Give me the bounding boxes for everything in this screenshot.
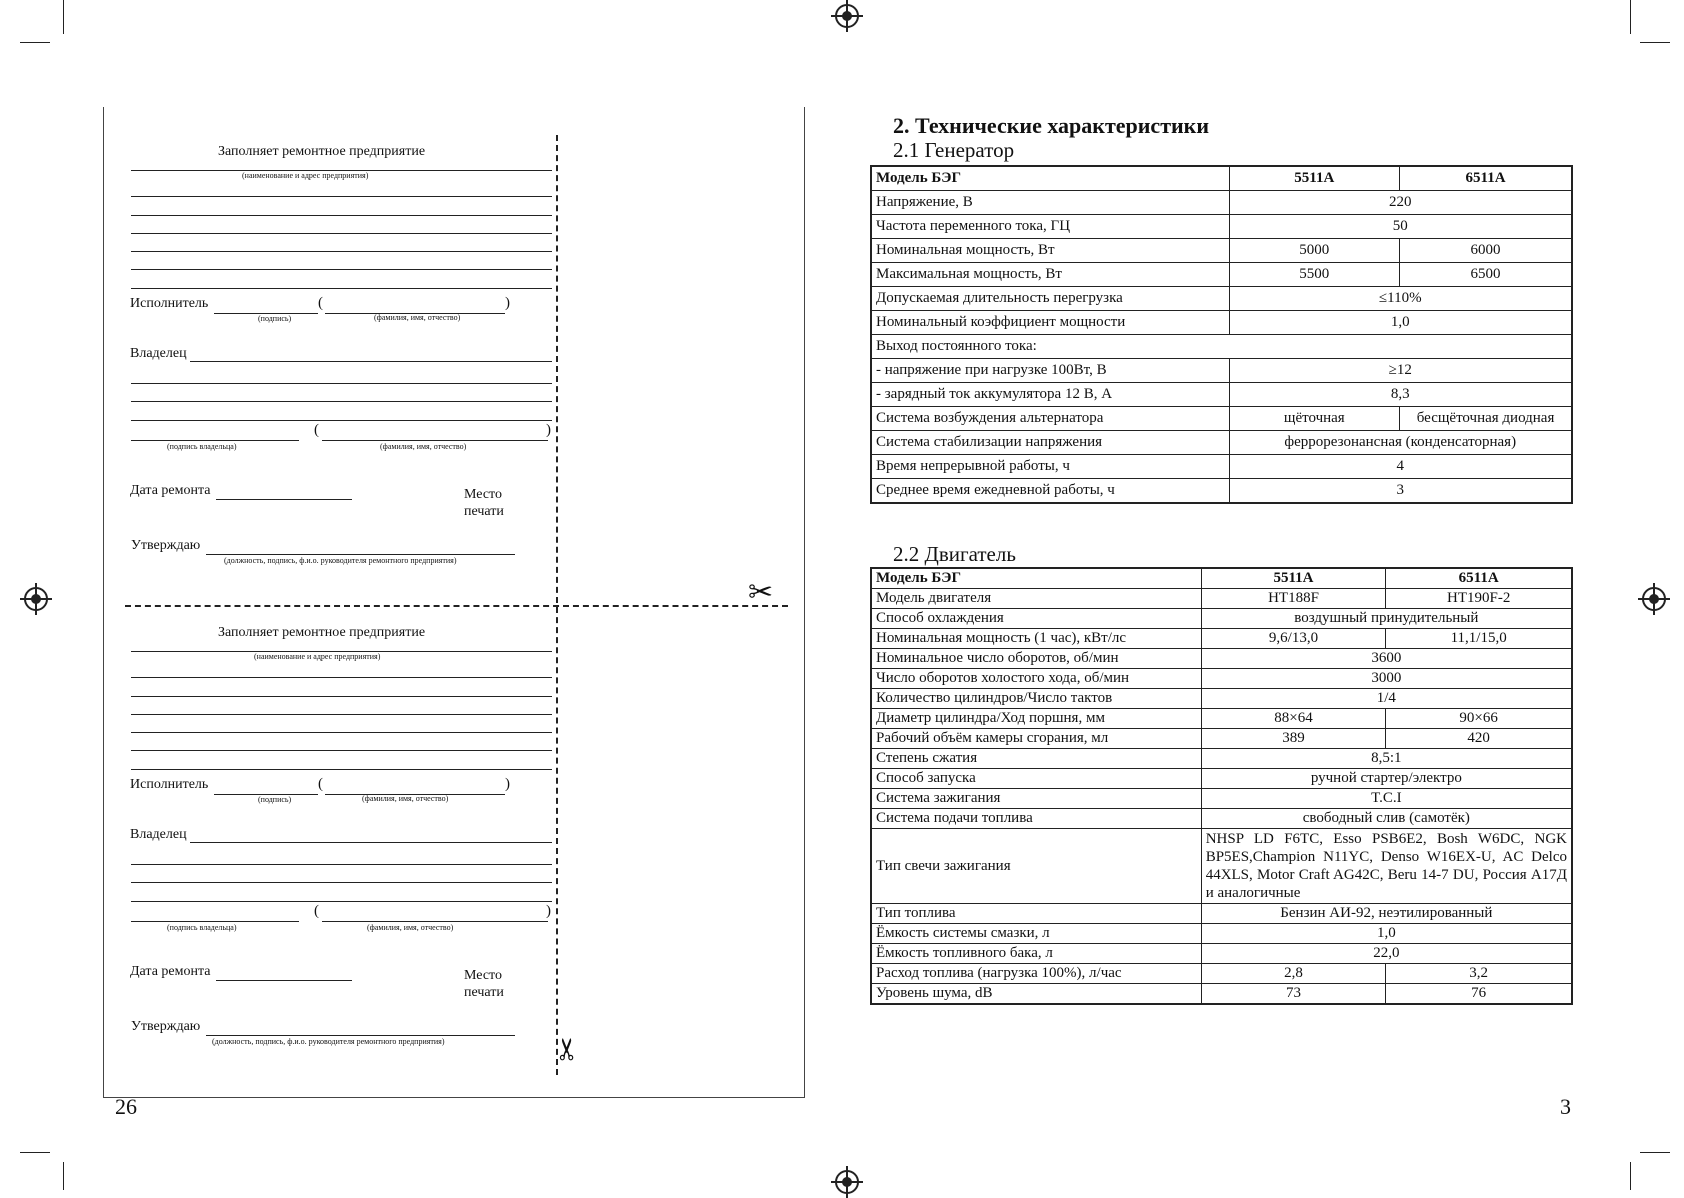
value-cell: свободный слив (самотёк): [1201, 809, 1571, 829]
registration-mark-icon: [24, 587, 48, 611]
table-row: [872, 431, 1572, 455]
table-row: [872, 984, 1572, 1004]
blank-line[interactable]: [131, 215, 552, 216]
stamp-label: печати: [464, 504, 504, 519]
parameter-cell: Максимальная мощность, Вт: [872, 263, 1230, 287]
approve-label: Утверждаю: [131, 1019, 201, 1034]
caption: (подпись владельца): [167, 923, 237, 932]
caption: (наименование и адрес предприятия): [254, 652, 381, 661]
table-header-row: [872, 569, 1572, 589]
parameter-cell: - напряжение при нагрузке 100Вт, В: [872, 359, 1230, 383]
caption: (фамилия, имя, отчество): [362, 794, 449, 803]
parameter-cell: Рабочий объём камеры сгорания, мл: [872, 729, 1202, 749]
scissors-icon: ✂: [748, 576, 774, 609]
paren-close: ): [546, 422, 551, 438]
value-cell: 8,3: [1229, 383, 1572, 407]
crop-mark: [1640, 42, 1670, 43]
engine-spec-table: [871, 568, 1572, 1004]
parameter-cell: Расход топлива (нагрузка 100%), л/час: [872, 964, 1202, 984]
crop-mark: [63, 0, 64, 34]
crop-mark: [1630, 1162, 1631, 1190]
blank-line[interactable]: [131, 420, 552, 421]
parameter-cell: Система возбуждения альтернатора: [872, 407, 1230, 431]
value-cell: бесщёточная диодная: [1400, 407, 1572, 431]
table-row: [872, 215, 1572, 239]
table-row: [872, 609, 1572, 629]
value-cell: 88×64: [1201, 709, 1386, 729]
table-row: [872, 809, 1572, 829]
value-cell: 76: [1386, 984, 1572, 1004]
value-cell: 11,1/15,0: [1386, 629, 1572, 649]
parameter-cell: Время непрерывной работы, ч: [872, 455, 1230, 479]
form-title: Заполняет ремонтное предприятие: [218, 625, 426, 640]
value-cell: ≤110%: [1229, 287, 1572, 311]
paren-open: (: [314, 903, 319, 919]
section-heading: 2. Технические характеристики: [893, 113, 1210, 138]
parameter-cell: Номинальное число оборотов, об/мин: [872, 649, 1202, 669]
table-row: [872, 239, 1572, 263]
table-row: [872, 924, 1572, 944]
value-cell: феррорезонансная (конденсаторная): [1229, 431, 1572, 455]
paren-close: ): [505, 776, 510, 792]
repair-date-line[interactable]: [216, 980, 352, 981]
caption: (фамилия, имя, отчество): [380, 442, 467, 451]
owner-sign-line[interactable]: [131, 921, 299, 922]
parameter-cell: - зарядный ток аккумулятора 12 В, А: [872, 383, 1230, 407]
header-cell: 5511А: [1201, 569, 1386, 589]
blank-line[interactable]: [131, 677, 552, 678]
page-number: 26: [115, 1094, 137, 1119]
value-cell: 3000: [1201, 669, 1571, 689]
parameter-cell: Диаметр цилиндра/Ход поршня, мм: [872, 709, 1202, 729]
parameter-cell: Номинальный коэффициент мощности: [872, 311, 1230, 335]
header-cell: 6511А: [1400, 167, 1572, 191]
value-cell: 73: [1201, 984, 1386, 1004]
parameter-cell: Частота переменного тока, ГЦ: [872, 215, 1230, 239]
table-row: [872, 649, 1572, 669]
parameter-cell: Способ запуска: [872, 769, 1202, 789]
header-cell: 6511А: [1386, 569, 1572, 589]
table-row: [872, 335, 1572, 359]
table-row: [872, 479, 1572, 503]
stamp-label: печати: [464, 985, 504, 1000]
value-cell: ручной стартер/электро: [1201, 769, 1571, 789]
value-cell: 5500: [1229, 263, 1400, 287]
owner-line[interactable]: [190, 361, 552, 362]
parameter-cell: Система подачи топлива: [872, 809, 1202, 829]
caption: (подпись владельца): [167, 442, 237, 451]
blank-line[interactable]: [131, 233, 552, 234]
table-row: [872, 311, 1572, 335]
owner-fio-line[interactable]: [322, 921, 548, 922]
value-cell: 6000: [1400, 239, 1572, 263]
subsection-heading: 2.2 Двигатель: [893, 542, 1016, 566]
blank-line[interactable]: [131, 383, 552, 384]
blank-line[interactable]: [131, 288, 552, 289]
parameter-cell: Уровень шума, dB: [872, 984, 1202, 1004]
owner-label: Владелец: [130, 827, 187, 842]
table-row: [872, 589, 1572, 609]
approve-line[interactable]: [206, 1035, 515, 1036]
owner-label: Владелец: [130, 346, 187, 361]
value-cell: 3600: [1201, 649, 1571, 669]
table-row: [872, 729, 1572, 749]
approve-label: Утверждаю: [131, 538, 201, 553]
subsection-heading: 2.1 Генератор: [893, 138, 1015, 162]
value-cell: 1/4: [1201, 689, 1571, 709]
blank-line[interactable]: [131, 196, 552, 197]
table-row: [872, 749, 1572, 769]
blank-line[interactable]: [131, 251, 552, 252]
table-row: [872, 689, 1572, 709]
blank-line[interactable]: [131, 269, 552, 270]
value-cell: 3,2: [1386, 964, 1572, 984]
caption: (наименование и адрес предприятия): [242, 171, 369, 180]
table-row: [872, 287, 1572, 311]
value-cell: 22,0: [1201, 944, 1571, 964]
value-cell: 1,0: [1229, 311, 1572, 335]
value-cell: 90×66: [1386, 709, 1572, 729]
left-page-frame: [103, 107, 805, 1098]
stamp-label: Место: [464, 487, 502, 502]
header-cell: 5511А: [1229, 167, 1400, 191]
blank-line[interactable]: [131, 750, 552, 751]
approve-line[interactable]: [206, 554, 515, 555]
blank-line[interactable]: [131, 901, 552, 902]
table-row: [872, 709, 1572, 729]
parameter-cell: Модель двигателя: [872, 589, 1202, 609]
repair-date-label: Дата ремонта: [130, 483, 211, 498]
paren-open: (: [314, 422, 319, 438]
owner-fio-line[interactable]: [322, 440, 548, 441]
parameter-cell: Допускаемая длительность перегрузка: [872, 287, 1230, 311]
table-row: [872, 964, 1572, 984]
registration-mark-icon: [835, 1170, 859, 1194]
table-row: [872, 944, 1572, 964]
value-cell: 6500: [1400, 263, 1572, 287]
caption: (подпись): [258, 795, 292, 804]
registration-mark-icon: [835, 4, 859, 28]
crop-mark: [1640, 1152, 1670, 1153]
crop-mark: [63, 1162, 64, 1190]
caption: (подпись): [258, 314, 292, 323]
parameter-cell: Система стабилизации напряжения: [872, 431, 1230, 455]
value-cell: HT188F: [1201, 589, 1386, 609]
value-cell: 50: [1229, 215, 1572, 239]
repair-date-line[interactable]: [216, 499, 352, 500]
parameter-cell: Среднее время ежедневной работы, ч: [872, 479, 1230, 503]
parameter-cell: Число оборотов холостого хода, об/мин: [872, 669, 1202, 689]
parameter-cell: Номинальная мощность (1 час), кВт/лс: [872, 629, 1202, 649]
paren-open: (: [318, 295, 323, 311]
value-cell: 420: [1386, 729, 1572, 749]
table-row: [872, 455, 1572, 479]
stamp-label: Место: [464, 968, 502, 983]
scissors-icon: ✂: [551, 1036, 585, 1062]
caption: (должность, подпись, ф.и.о. руководителя ремонтного предприятия): [212, 1037, 445, 1046]
paren-close: ): [505, 295, 510, 311]
parameter-cell: Количество цилиндров/Число тактов: [872, 689, 1202, 709]
crop-mark: [20, 42, 50, 43]
table-row: [872, 769, 1572, 789]
table-row: [872, 359, 1572, 383]
parameter-cell: Выход постоянного тока:: [872, 335, 1572, 359]
parameter-cell: Степень сжатия: [872, 749, 1202, 769]
table-row: [872, 263, 1572, 287]
cut-line-horizontal: [125, 605, 788, 607]
table-header-row: [872, 167, 1572, 191]
parameter-cell: Тип свечи зажигания: [872, 829, 1202, 904]
value-cell: HT190F-2: [1386, 589, 1572, 609]
registration-mark-icon: [1642, 587, 1666, 611]
value-cell: воздушный принудительный: [1201, 609, 1571, 629]
blank-line[interactable]: [131, 864, 552, 865]
blank-line[interactable]: [131, 732, 552, 733]
executor-label: Исполнитель: [130, 777, 209, 792]
blank-line[interactable]: [131, 769, 552, 770]
value-cell: 2,8: [1201, 964, 1386, 984]
blank-line[interactable]: [131, 401, 552, 402]
value-cell: T.C.I: [1201, 789, 1571, 809]
value-cell: 3: [1229, 479, 1572, 503]
owner-line[interactable]: [190, 842, 552, 843]
caption: (фамилия, имя, отчество): [367, 923, 454, 932]
table-row: [872, 407, 1572, 431]
repair-date-label: Дата ремонта: [130, 964, 211, 979]
table-row: [872, 669, 1572, 689]
page-number: 3: [1560, 1094, 1571, 1119]
value-cell: щёточная: [1229, 407, 1400, 431]
parameter-cell: Напряжение, В: [872, 191, 1230, 215]
value-cell: 389: [1201, 729, 1386, 749]
blank-line[interactable]: [131, 696, 552, 697]
value-cell: NHSP LD F6TC, Esso PSB6E2, Bosh W6DC, NGK BP5ES,Champion N11YC, Denso W16EX-U, AC Delco 44XLS, Motor Craft AG42C, Beru 14-7 DU, Россия А17Д и аналогичные: [1201, 829, 1571, 904]
value-cell: 4: [1229, 455, 1572, 479]
table-row: [872, 191, 1572, 215]
value-cell: Бензин АИ-92, неэтилированный: [1201, 904, 1571, 924]
parameter-cell: Способ охлаждения: [872, 609, 1202, 629]
caption: (должность, подпись, ф.и.о. руководителя ремонтного предприятия): [224, 556, 457, 565]
parameter-cell: Тип топлива: [872, 904, 1202, 924]
value-cell: ≥12: [1229, 359, 1572, 383]
table-row: [872, 629, 1572, 649]
header-cell: Модель БЭГ: [872, 167, 1230, 191]
header-cell: Модель БЭГ: [872, 569, 1202, 589]
parameter-cell: Ёмкость системы смазки, л: [872, 924, 1202, 944]
table-row: [872, 383, 1572, 407]
value-cell: 9,6/13,0: [1201, 629, 1386, 649]
table-row: [872, 829, 1572, 904]
value-cell: 1,0: [1201, 924, 1571, 944]
executor-label: Исполнитель: [130, 296, 209, 311]
value-cell: 220: [1229, 191, 1572, 215]
caption: (фамилия, имя, отчество): [374, 313, 461, 322]
blank-line[interactable]: [131, 714, 552, 715]
blank-line[interactable]: [131, 882, 552, 883]
owner-sign-line[interactable]: [131, 440, 299, 441]
parameter-cell: Система зажигания: [872, 789, 1202, 809]
generator-spec-table: [871, 166, 1572, 503]
value-cell: 8,5:1: [1201, 749, 1571, 769]
paren-close: ): [546, 903, 551, 919]
table-row: [872, 904, 1572, 924]
form-title: Заполняет ремонтное предприятие: [218, 144, 426, 159]
parameter-cell: Ёмкость топливного бака, л: [872, 944, 1202, 964]
crop-mark: [1630, 0, 1631, 34]
crop-mark: [20, 1152, 50, 1153]
value-cell: 5000: [1229, 239, 1400, 263]
parameter-cell: Номинальная мощность, Вт: [872, 239, 1230, 263]
table-row: [872, 789, 1572, 809]
paren-open: (: [318, 776, 323, 792]
